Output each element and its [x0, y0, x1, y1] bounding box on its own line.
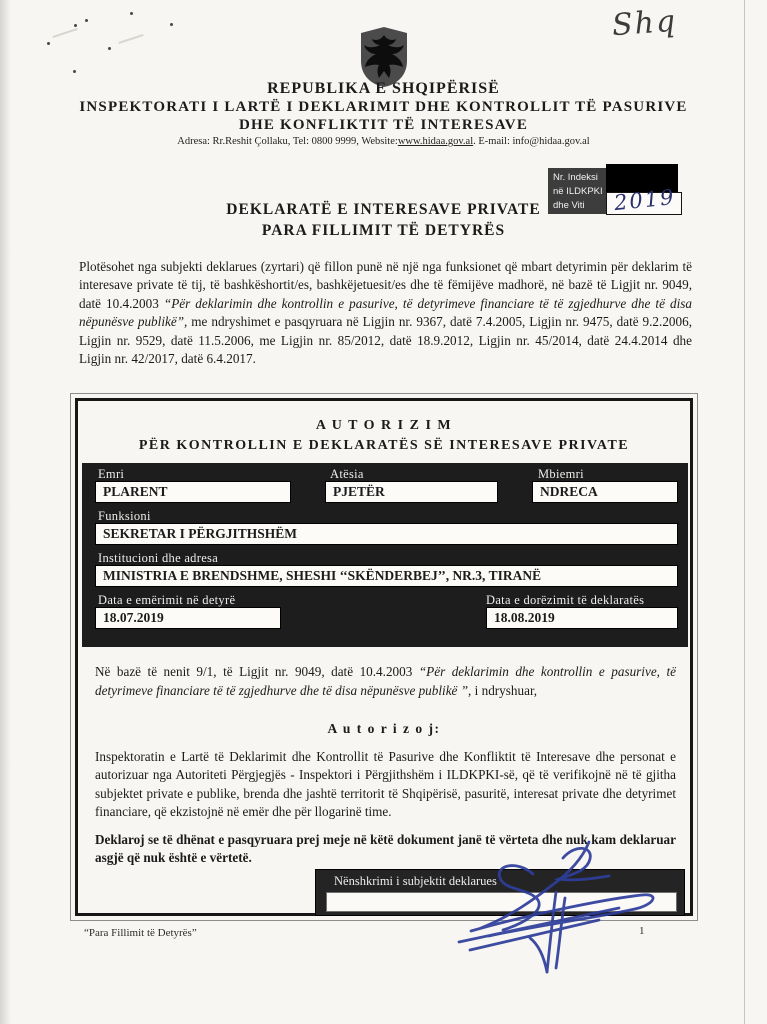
scan-edge-band [0, 0, 11, 1024]
signature-label: Nënshkrimi i subjektit deklarues [334, 874, 497, 888]
ink-speck [85, 19, 88, 22]
function-label: Funksioni [98, 509, 151, 523]
first-name-field: PLARENT [95, 481, 291, 503]
function-field: SEKRETAR I PËRGJITHSHËM [95, 523, 678, 545]
footer-declaration-type: “Para Fillimit të Detyrës” [84, 927, 197, 939]
ink-speck [170, 23, 173, 26]
submission-date-label: Data e dorëzimit të deklaratës [486, 593, 645, 607]
last-name-label: Mbiemri [538, 467, 584, 481]
intro-law-title: “Për deklarimin dhe kontrollin e pasurive, të detyrimeve financiare të të zgjedhurve dhe të disa nëpunësve publikë” [79, 295, 692, 330]
page-number: 1 [639, 925, 645, 937]
legal-basis-2: , i ndryshuar, [468, 682, 538, 698]
last-name-field: NDRECA [532, 481, 678, 503]
ink-speck [108, 47, 111, 50]
form-fields-panel [82, 463, 688, 647]
header-address [0, 136, 767, 147]
intro-text-1: Plotësohet nga subjekti deklarues (zyrtari) që fillon punë në një nga funksionet që mbart detyrimin për deklarim të interesave private të tij, të bashkëshortit/es, bashkëjetuesit/es dhe të fëmijëve madhorë, në bazë të Ligjit nr. 9049, datë 10.4.2003 [79, 259, 692, 311]
authorization-subtitle: PËR KONTROLLIN E DEKLARATËS SË INTERESAVE PRIVATE [138, 438, 630, 453]
authorization-title: A U T O R I Z I M [315, 418, 453, 433]
index-label-line2: në ILDKPKI [553, 185, 603, 197]
truth-declaration-paragraph: Deklaroj se të dhënat e pasqyruara prej meje në këtë dokument janë të vërteta dhe nuk kam deklaruar asgjë që nuk është e vërtetë. [95, 832, 676, 866]
authorize-heading: A u t o r i z o j: [327, 721, 441, 736]
index-label-line3: dhe Viti [553, 199, 585, 211]
header-institution-line2: DHE KONFLIKTIT TË INTERESAVE [238, 117, 529, 133]
father-name-field: PJETËR [325, 481, 498, 503]
ink-speck [73, 70, 76, 73]
legal-basis-paragraph [95, 663, 676, 700]
signature-ink-icon [413, 838, 665, 976]
document-title-line1: DEKLARATË E INTERESAVE PRIVATE [226, 201, 541, 218]
father-name-label: Atësia [330, 467, 364, 481]
website-link: www.hidaa.gov.al [397, 136, 474, 147]
submission-date-field: 18.08.2019 [486, 607, 678, 629]
authorize-body-paragraph: Inspektoratin e Lartë të Deklarimit dhe Kontrollit të Pasurive dhe Konfliktit të Interesave dhe personat e autorizuar nga Autoriteti Përgjegjës - Inspektori i Përgjithshëm i ILDKPKI-së, që të verifikojnë në të gjitha subjektet private e publike, brenda dhe jashtë territorit të Shqipërisë, pasuritë, interesat private dhe detyrimet financiare, që ekzistojnë në emër dhe për llogarinë time. [95, 749, 676, 820]
index-label-line1: Nr. Indeksi [553, 172, 598, 183]
address-suffix: . E-mail: info@hidaa.gov.al [473, 136, 590, 147]
scan-edge-line [744, 0, 745, 1024]
legal-basis-1: Në bazë të nenit 9/1, të Ligjit nr. 9049, datë 10.4.2003 [95, 664, 419, 679]
document-title-line2: PARA FILLIMIT TË DETYRËS [261, 222, 506, 239]
handwritten-year: 2019 [612, 184, 677, 216]
institution-field: MINISTRIA E BRENDSHME, SHESHI ‘‘SKËNDERBEJ’’, NR.3, TIRANË [95, 565, 678, 587]
eagle-shield-icon [361, 27, 407, 87]
pen-smudge [52, 28, 77, 38]
intro-text-2: , me ndryshimet e pasqyruara në Ligjin nr. 9367, datë 7.4.2005, Ligjin nr. 9475, datë 9.2.2006, Ligjin nr. 9529, datë 11.5.2006, me Ligjin nr. 85/2012, datë 18.9.2012, Ligjin nr. 45/2014, datë 24.4.2014 dhe Ligjin nr. 42/2017, datë 6.4.2017. [79, 314, 692, 367]
appointment-date-label: Data e emërimit në detyrë [98, 593, 236, 607]
ink-speck [74, 24, 77, 27]
institution-label: Institucioni dhe adresa [98, 551, 219, 565]
intro-paragraph [79, 258, 692, 368]
header-institution-line1: INSPEKTORATI I LARTË I DEKLARIMIT DHE KONTROLLIT TË PASURIVE [79, 99, 688, 115]
handwritten-signature [413, 838, 665, 981]
ink-speck [47, 42, 50, 45]
header-republic: REPUBLIKA E SHQIPËRISË [267, 80, 500, 97]
appointment-date-field: 18.07.2019 [95, 607, 281, 629]
first-name-label: Emri [98, 467, 125, 481]
legal-basis-law-title: “Për deklarimin dhe kontrollin e pasurive, të detyrimeve financiare të të zgjedhurve dhe të disa nëpunësve publikë ” [95, 664, 676, 698]
pen-smudge [118, 34, 143, 44]
address-prefix: Adresa: Rr.Reshit Çollaku, Tel: 0800 9999, Website: [177, 136, 398, 147]
ink-speck [130, 12, 133, 15]
handwritten-note: Shq [610, 3, 679, 44]
